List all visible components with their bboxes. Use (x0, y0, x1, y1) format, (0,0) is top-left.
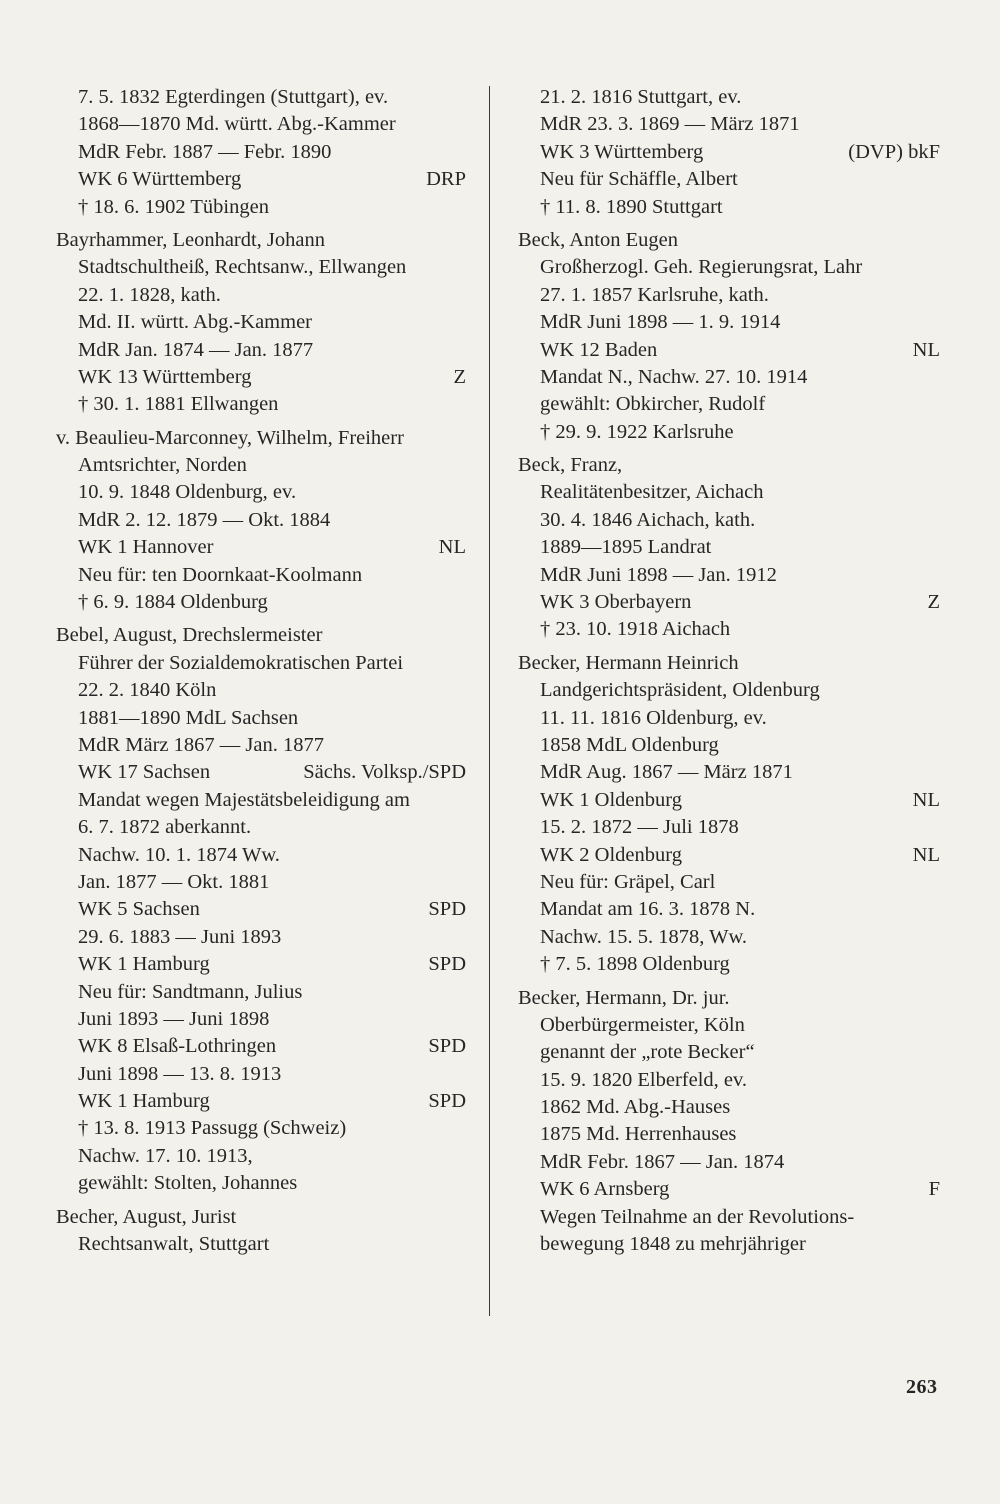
entry-line (56, 705, 466, 732)
entry-line (518, 139, 940, 166)
entry-line (518, 111, 940, 138)
entry-line-text: v. Beaulieu-Marconney, Wilhelm, Freiherr (56, 426, 404, 449)
entry-line (56, 869, 466, 896)
entry-line (518, 842, 940, 869)
entry-line (518, 1121, 940, 1148)
entry-line-text: Nachw. 10. 1. 1874 Ww. (78, 843, 280, 866)
entry-line-text: 1858 MdL Oldenburg (540, 733, 719, 756)
entry-line (518, 787, 940, 814)
entry-line (518, 309, 940, 336)
entry-line (518, 507, 940, 534)
entry-line-text: 22. 1. 1828, kath. (78, 283, 221, 306)
entry-line (56, 309, 466, 336)
entry-line-text: Juni 1893 — Juni 1898 (78, 1007, 270, 1030)
entry-line-text: † 29. 9. 1922 Karlsruhe (540, 420, 734, 443)
entry-line-text: Becker, Hermann, Dr. jur. (518, 986, 730, 1009)
entry-line-text: Bayrhammer, Leonhardt, Johann (56, 228, 326, 251)
biography-entry (518, 985, 940, 1259)
entry-line (518, 650, 940, 677)
entry-line-text: Bebel, August, Drechslermeister (56, 624, 323, 647)
entry-line (518, 705, 940, 732)
biography-entry (56, 1204, 466, 1259)
left-column (56, 84, 466, 1258)
entry-line-text: MdR März 1867 — Jan. 1877 (78, 733, 324, 756)
entry-line (518, 1204, 940, 1231)
entry-line (56, 924, 466, 951)
entry-line (56, 1204, 466, 1231)
biography-entry (56, 227, 466, 419)
entry-line-text: WK 1 Hamburg (78, 1090, 210, 1113)
entry-line (56, 951, 466, 978)
entry-line (518, 1094, 940, 1121)
entry-line-text: Stadtschultheiß, Rechtsanw., Ellwangen (78, 256, 407, 279)
entry-line-text: Realitätenbesitzer, Aichach (540, 481, 764, 504)
entry-line-text: MdR 23. 3. 1869 — März 1871 (540, 113, 800, 136)
entry-line (518, 391, 940, 418)
party-label: SPD (428, 1035, 466, 1058)
entry-line-text: WK 8 Elsaß-Lothringen (78, 1035, 277, 1058)
entry-line (518, 282, 940, 309)
biography-entry (518, 227, 940, 446)
party-label: Sächs. Volksp./SPD (303, 761, 466, 784)
party-label: DRP (426, 168, 466, 191)
biography-entry (56, 425, 466, 617)
entry-line (56, 1115, 466, 1142)
party-label: Z (453, 365, 466, 388)
entry-line (56, 282, 466, 309)
entry-line (56, 1170, 466, 1197)
entry-line-text: † 6. 9. 1884 Oldenburg (78, 591, 268, 614)
entry-line-text: WK 12 Baden (540, 338, 658, 361)
entry-line-text: Amtsrichter, Norden (78, 454, 247, 477)
entry-line (56, 1088, 466, 1115)
entry-line-text: † 30. 1. 1881 Ellwangen (78, 393, 279, 416)
entry-line-text: MdR Aug. 1867 — März 1871 (540, 761, 793, 784)
entry-line (518, 1231, 940, 1258)
biography-entry (518, 84, 940, 221)
entry-line-text: 30. 4. 1846 Aichach, kath. (540, 508, 756, 531)
entry-line (56, 562, 466, 589)
party-label: SPD (428, 898, 466, 921)
entry-line-text: Mandat wegen Majestätsbeleidigung am (78, 788, 410, 811)
entry-line-text: Neu für Schäffle, Albert (540, 168, 738, 191)
entry-line (56, 452, 466, 479)
entry-line (518, 1012, 940, 1039)
entry-line-text: WK 6 Württemberg (78, 168, 242, 191)
entry-line (56, 1143, 466, 1170)
entry-line (56, 1061, 466, 1088)
entry-line (56, 1033, 466, 1060)
entry-line (518, 1039, 940, 1066)
entry-line-text: MdR Juni 1898 — 1. 9. 1914 (540, 311, 781, 334)
entry-line (56, 589, 466, 616)
entry-line-text: Wegen Teilnahme an der Revolutions- (540, 1205, 855, 1228)
biography-entry (56, 84, 466, 221)
entry-line (518, 419, 940, 446)
entry-line (56, 677, 466, 704)
entry-line-text: Beck, Franz, (518, 454, 623, 477)
entry-line-text: 11. 11. 1816 Oldenburg, ev. (540, 706, 767, 729)
entry-line-text: † 13. 8. 1913 Passugg (Schweiz) (78, 1117, 347, 1140)
entry-line-text: † 18. 6. 1902 Tübingen (78, 195, 269, 218)
entry-line-text: Oberbürgermeister, Köln (540, 1013, 745, 1036)
entry-line (518, 1149, 940, 1176)
entry-line (56, 759, 466, 786)
entry-line (56, 166, 466, 193)
entry-line (56, 337, 466, 364)
entry-line (56, 732, 466, 759)
entry-line-text: Mandat N., Nachw. 27. 10. 1914 (540, 365, 808, 388)
party-label: NL (438, 536, 466, 559)
entry-line-text: 6. 7. 1872 aberkannt. (78, 816, 252, 839)
entry-line-text: WK 1 Hamburg (78, 953, 210, 976)
entry-line (56, 534, 466, 561)
entry-line-text: Großherzogl. Geh. Regierungsrat, Lahr (540, 256, 863, 279)
entry-line-text: gewählt: Obkircher, Rudolf (540, 393, 766, 416)
entry-line (518, 254, 940, 281)
entry-line (518, 1067, 940, 1094)
entry-line-text: 7. 5. 1832 Egterdingen (Stuttgart), ev. (78, 86, 389, 108)
entry-line-text: Neu für: Sandtmann, Julius (78, 980, 303, 1003)
entry-line (518, 452, 940, 479)
entry-line (56, 111, 466, 138)
entry-line-text: 27. 1. 1857 Karlsruhe, kath. (540, 283, 769, 306)
entry-line (518, 924, 940, 951)
entry-line-text: MdR Febr. 1867 — Jan. 1874 (540, 1150, 785, 1173)
entry-line (518, 562, 940, 589)
entry-line-text: Nachw. 17. 10. 1913, (78, 1144, 253, 1167)
party-label: NL (912, 843, 940, 866)
party-label: NL (912, 338, 940, 361)
entry-line (518, 985, 940, 1012)
entry-line (518, 616, 940, 643)
entry-line (518, 759, 940, 786)
entry-line (518, 84, 940, 111)
entry-line (518, 166, 940, 193)
party-label: SPD (428, 953, 466, 976)
entry-line-text: Becker, Hermann Heinrich (518, 651, 739, 674)
entry-line (518, 951, 940, 978)
entry-line-text: Juni 1898 — 13. 8. 1913 (78, 1062, 282, 1085)
entry-line (56, 254, 466, 281)
entry-line (56, 507, 466, 534)
entry-line (518, 479, 940, 506)
entry-line-text: MdR Jan. 1874 — Jan. 1877 (78, 338, 314, 361)
entry-line (518, 194, 940, 221)
entry-line-text: WK 2 Oldenburg (540, 843, 682, 866)
entry-line-text: MdR 2. 12. 1879 — Okt. 1884 (78, 508, 331, 531)
entry-line-text: Neu für: ten Doornkaat-Koolmann (78, 563, 363, 586)
biography-entry (518, 452, 940, 644)
party-label: (DVP) bkF (848, 140, 940, 163)
entry-line-text: 1862 Md. Abg.-Hauses (540, 1096, 731, 1119)
entry-line (518, 337, 940, 364)
party-label: NL (912, 788, 940, 811)
entry-line-text: 10. 9. 1848 Oldenburg, ev. (78, 481, 297, 504)
entry-line-text: † 7. 5. 1898 Oldenburg (540, 953, 730, 976)
entry-line-text: 29. 6. 1883 — Juni 1893 (78, 925, 282, 948)
entry-line (56, 1006, 466, 1033)
entry-line (518, 814, 940, 841)
entry-line-text: 15. 9. 1820 Elberfeld, ev. (540, 1068, 748, 1091)
page-number: 263 (906, 1376, 938, 1398)
entry-line-text: MdR Juni 1898 — Jan. 1912 (540, 563, 777, 586)
entry-line-text: WK 6 Arnsberg (540, 1178, 670, 1201)
entry-line (56, 425, 466, 452)
entry-line-text: Md. II. württ. Abg.-Kammer (78, 311, 312, 334)
entry-line (56, 227, 466, 254)
entry-line-text: 15. 2. 1872 — Juli 1878 (540, 816, 739, 839)
entry-line (56, 391, 466, 418)
entry-line-text: † 11. 8. 1890 Stuttgart (540, 195, 723, 218)
entry-line (518, 732, 940, 759)
entry-line-text: WK 17 Sachsen (78, 761, 211, 784)
entry-line-text: 1868—1870 Md. württ. Abg.-Kammer (78, 113, 396, 136)
entry-line (56, 84, 466, 111)
entry-line (56, 650, 466, 677)
entry-line (56, 479, 466, 506)
entry-line (56, 1231, 466, 1258)
entry-line (56, 814, 466, 841)
entry-line-text: 1881—1890 MdL Sachsen (78, 706, 299, 729)
entry-line-text: WK 13 Württemberg (78, 365, 252, 388)
entry-line (518, 677, 940, 704)
party-label: Z (927, 591, 940, 614)
entry-line-text: genannt der „rote Becker“ (540, 1041, 755, 1064)
entry-line-text: Mandat am 16. 3. 1878 N. (540, 898, 756, 921)
entry-line (56, 896, 466, 923)
entry-line-text: Neu für: Gräpel, Carl (540, 870, 716, 893)
entry-line-text: 22. 2. 1840 Köln (78, 679, 217, 702)
entry-line-text: Landgerichtspräsident, Oldenburg (540, 679, 820, 702)
entry-line-text: WK 1 Hannover (78, 536, 214, 559)
entry-line-text: WK 3 Oberbayern (540, 591, 692, 614)
entry-line-text: 1875 Md. Herrenhauses (540, 1123, 737, 1146)
entry-line-text: 1889—1895 Landrat (540, 536, 712, 559)
entry-line (56, 842, 466, 869)
entry-line-text: gewählt: Stolten, Johannes (78, 1172, 298, 1195)
entry-line-text: Jan. 1877 — Okt. 1881 (78, 870, 270, 893)
entry-line (56, 979, 466, 1006)
entry-line-text: WK 3 Württemberg (540, 140, 704, 163)
entry-line-text: MdR Febr. 1887 — Febr. 1890 (78, 140, 332, 163)
entry-line (56, 194, 466, 221)
right-column (518, 84, 940, 1258)
entry-line (56, 787, 466, 814)
entry-line (518, 896, 940, 923)
entry-line (56, 139, 466, 166)
entry-line-text: Nachw. 15. 5. 1878, Ww. (540, 925, 748, 948)
entry-line (56, 364, 466, 391)
entry-line-text: 21. 2. 1816 Stuttgart, ev. (540, 86, 742, 108)
entry-line (518, 534, 940, 561)
entry-line (518, 364, 940, 391)
entry-line (56, 622, 466, 649)
entry-line-text: bewegung 1848 zu mehrjähriger (540, 1233, 806, 1256)
biography-entry (56, 622, 466, 1197)
party-label: F (928, 1178, 940, 1201)
entry-line (518, 869, 940, 896)
entry-line-text: WK 5 Sachsen (78, 898, 200, 921)
entry-line (518, 227, 940, 254)
entry-line-text: WK 1 Oldenburg (540, 788, 682, 811)
entry-line-text: Becher, August, Jurist (56, 1205, 237, 1228)
entry-line-text: † 23. 10. 1918 Aichach (540, 618, 731, 641)
entry-line-text: Beck, Anton Eugen (518, 228, 678, 251)
biography-entry (518, 650, 940, 979)
party-label: SPD (428, 1090, 466, 1113)
entry-line (518, 589, 940, 616)
column-divider (489, 86, 490, 1316)
entry-line-text: Führer der Sozialdemokratischen Partei (78, 651, 404, 674)
entry-line (518, 1176, 940, 1203)
entry-line-text: Rechtsanwalt, Stuttgart (78, 1233, 270, 1256)
